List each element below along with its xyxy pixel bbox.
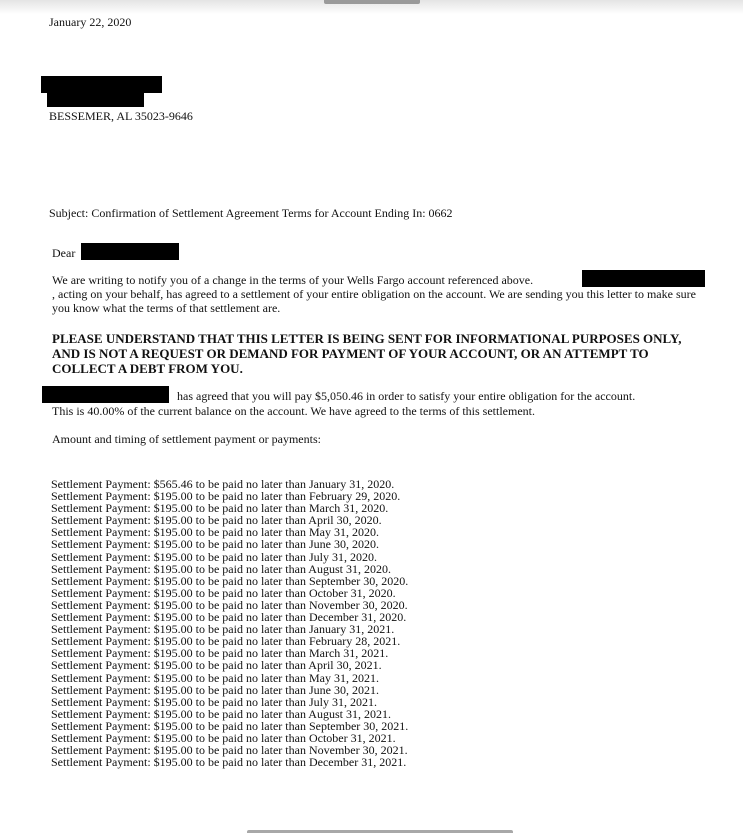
viewer-scroll-handle-top[interactable] bbox=[324, 0, 420, 4]
settlement-amount-line: has agreed that you will pay $5,050.46 in order to satisfy your entire obligation for the account. bbox=[177, 389, 636, 403]
payment-row: Settlement Payment: $195.00 to be paid no later than August 31, 2021. bbox=[51, 706, 391, 721]
payment-row: Settlement Payment: $195.00 to be paid no later than November 30, 2021. bbox=[51, 743, 408, 758]
redaction-block-agent bbox=[582, 270, 705, 287]
paragraph-notification bbox=[52, 273, 708, 315]
payment-row: Settlement Payment: $195.00 to be paid no later than December 31, 2021. bbox=[51, 755, 407, 770]
payment-schedule bbox=[51, 478, 408, 768]
letter-date: January 22, 2020 bbox=[49, 15, 132, 29]
payment-row: Settlement Payment: $195.00 to be paid no later than January 31, 2021. bbox=[51, 622, 395, 637]
payment-row: Settlement Payment: $195.00 to be paid no later than August 31, 2020. bbox=[51, 561, 391, 576]
payment-row: Settlement Payment: $195.00 to be paid no later than February 28, 2021. bbox=[51, 634, 401, 649]
redaction-block-recipient bbox=[81, 243, 179, 260]
paragraph-notification-cont: , acting on your behalf, has agreed to a settlement of your entire obligation on the account. We are sending you this letter to make sure you know what the terms of that settlement are. bbox=[52, 287, 696, 315]
payment-row: Settlement Payment: $195.00 to be paid no later than March 31, 2021. bbox=[51, 646, 389, 661]
payment-row: Settlement Payment: $195.00 to be paid no later than April 30, 2021. bbox=[51, 658, 382, 673]
subject-line: Subject: Confirmation of Settlement Agreement Terms for Account Ending In: 0662 bbox=[49, 206, 453, 220]
payment-row: Settlement Payment: $565.46 to be paid no later than January 31, 2020. bbox=[51, 477, 395, 491]
schedule-intro: Amount and timing of settlement payment or payments: bbox=[52, 432, 321, 446]
redaction-block-street bbox=[47, 92, 144, 107]
payment-row: Settlement Payment: $195.00 to be paid no later than April 30, 2020. bbox=[51, 513, 382, 528]
payment-row: Settlement Payment: $195.00 to be paid no later than May 31, 2021. bbox=[51, 670, 379, 685]
payment-row: Settlement Payment: $195.00 to be paid no later than July 31, 2020. bbox=[51, 549, 377, 564]
payment-row: Settlement Payment: $195.00 to be paid no later than July 31, 2021. bbox=[51, 694, 377, 709]
payment-row: Settlement Payment: $195.00 to be paid no later than November 30, 2020. bbox=[51, 597, 408, 612]
redaction-block-name bbox=[41, 76, 162, 93]
payment-row: Settlement Payment: $195.00 to be paid no later than June 30, 2020. bbox=[51, 537, 379, 552]
payment-row: Settlement Payment: $195.00 to be paid no later than October 31, 2020. bbox=[51, 585, 396, 600]
payment-row: Settlement Payment: $195.00 to be paid no later than February 29, 2020. bbox=[51, 489, 401, 504]
redaction-block-agent-2 bbox=[42, 386, 169, 403]
payment-row: Settlement Payment: $195.00 to be paid no later than June 30, 2021. bbox=[51, 682, 379, 697]
address-city-line: BESSEMER, AL 35023-9646 bbox=[49, 109, 193, 123]
payment-row: Settlement Payment: $195.00 to be paid no later than October 31, 2021. bbox=[51, 730, 396, 745]
payment-row: Settlement Payment: $195.00 to be paid no later than September 30, 2021. bbox=[51, 718, 409, 733]
salutation: Dear bbox=[52, 246, 76, 260]
payment-row: Settlement Payment: $195.00 to be paid no later than March 31, 2020. bbox=[51, 501, 389, 516]
informational-notice: PLEASE UNDERSTAND THAT THIS LETTER IS BEING SENT FOR INFORMATIONAL PURPOSES ONLY, AND IS NOT A REQUEST OR DEMAND FOR PAYMENT OF YOUR ACCOUNT, OR AN ATTEMPT TO COLLECT A DEBT FROM YOU. bbox=[52, 331, 682, 376]
paragraph-notification-text: We are writing to notify you of a change in the terms of your Wells Fargo account referenced above. bbox=[52, 273, 534, 287]
payment-row: Settlement Payment: $195.00 to be paid no later than September 30, 2020. bbox=[51, 573, 409, 588]
settlement-percent-line: This is 40.00% of the current balance on the account. We have agreed to the terms of this settlement. bbox=[52, 404, 535, 418]
payment-row: Settlement Payment: $195.00 to be paid no later than May 31, 2020. bbox=[51, 525, 379, 540]
payment-row: Settlement Payment: $195.00 to be paid no later than December 31, 2020. bbox=[51, 610, 407, 625]
